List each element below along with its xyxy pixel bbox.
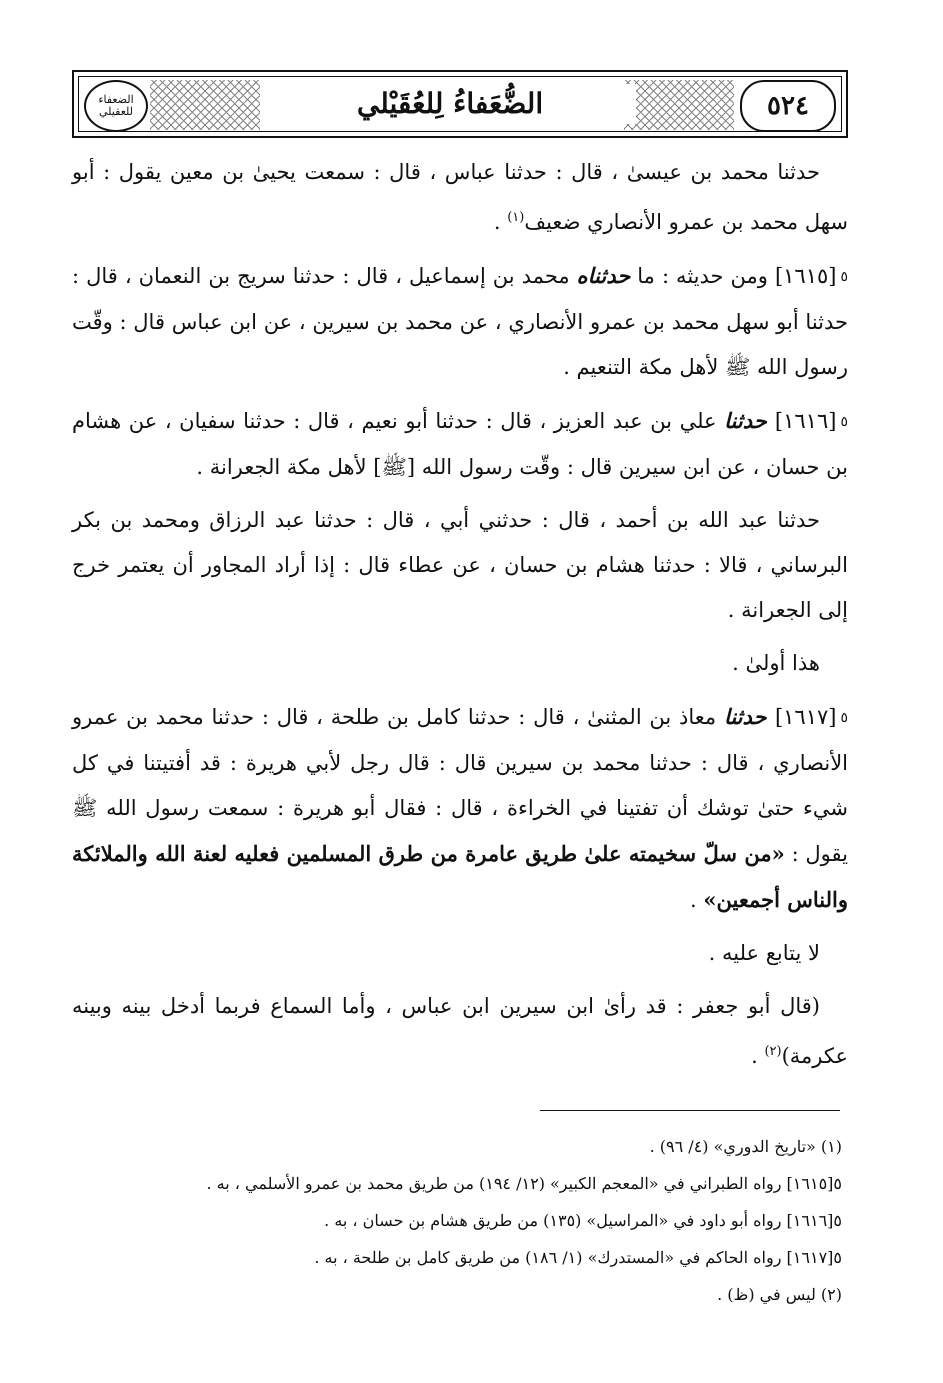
haddathana-word: حدثنا	[723, 704, 775, 729]
paragraph-1-end: .	[493, 210, 508, 234]
seal-text: الضعفاء للعقيلي	[98, 93, 134, 118]
haddathana-word: حدثناه	[576, 263, 631, 288]
paragraph-7-text: (قال أبو جعفر : قد رأىٰ ابن سيرين ابن عباس ، وأما السماع فربما أدخل بينه وبينه عكرمة)	[72, 994, 848, 1068]
hadith-intro: ومن حديثه : ما	[630, 264, 775, 288]
footnote-1: (١) «تاريخ الدوري» (٤/ ٩٦) .	[649, 1137, 842, 1156]
hadith-marker-icon: ٥	[840, 710, 848, 726]
hadith-1617	[72, 694, 848, 923]
page-number: ٥٢٤	[767, 91, 809, 121]
hadith-number: [١٦١٥]	[774, 264, 837, 288]
footnote-2: (٢) ليس في (ظ) .	[717, 1285, 842, 1304]
hadith-text: علي بن عبد العزيز ، قال : حدثنا أبو نعيم ، قال : حدثنا سفيان ، عن هشام بن حسان ، عن ابن سيرين قال : وقّت رسول الله [ﷺ] لأهل مكة الجعرانة .	[72, 409, 848, 479]
paragraph-3: حدثنا عبد الله بن أحمد ، قال : حدثني أبي ، قال : حدثنا عبد الرزاق ومحمد بن بكر البرساني ، قالا : حدثنا هشام بن حسان ، عن عطاء قال : إذا أراد المجاور أن يعتمر خرج إلى الجعرانة .	[72, 508, 848, 622]
footnotes	[72, 1128, 848, 1313]
hadith-number: [١٦١٦]	[774, 409, 837, 433]
footnote-ref-1: (١)	[507, 210, 525, 225]
book-seal-logo	[84, 80, 148, 132]
running-title: الضُّعَفاءُ لِلعُقَيْلي	[264, 84, 636, 124]
footnote-divider	[540, 1110, 840, 1111]
page-number-frame	[740, 80, 836, 132]
footnote-1615: ٥[١٦١٥] رواه الطبراني في «المعجم الكبير» (١٢/ ١٩٤) من طريق محمد بن عمرو الأسلمي ، به .	[206, 1174, 842, 1193]
main-text	[72, 150, 848, 1087]
paragraph-6: لا يتابع عليه .	[708, 941, 820, 965]
hadith-text: محمد بن إسماعيل ، قال : حدثنا سريج بن النعمان ، قال : حدثنا أبو سهل محمد بن عمرو الأنصاري ، عن محمد بن سيرين ، عن ابن عباس قال : وقّت رسول الله ﷺ لأهل مكة التنعيم .	[72, 264, 848, 379]
page-header	[72, 70, 848, 138]
hadith-matn: «من سلّ سخيمته علىٰ طريق عامرة من طرق المسلمين فعليه لعنة الله والملائكة والناس أجمعين»	[72, 841, 848, 912]
haddathana-word: حدثنا	[724, 408, 775, 433]
hadith-1615	[72, 253, 848, 390]
footnote-1617: ٥[١٦١٧] رواه الحاكم في «المستدرك» (١/ ١٨٦) من طريق كامل بن طلحة ، به .	[314, 1248, 842, 1267]
paragraph-7-end: .	[751, 1044, 765, 1068]
paragraph-4: هذا أولىٰ .	[732, 651, 820, 675]
hadith-number: [١٦١٧]	[774, 705, 837, 729]
ornament-band-right	[624, 80, 734, 130]
footnote-1616: ٥[١٦١٦] رواه أبو داود في «المراسيل» (١٣٥) من طريق هشام بن حسان ، به .	[324, 1211, 842, 1230]
footnote-ref-2: (٢)	[764, 1044, 782, 1059]
paragraph-7	[72, 984, 848, 1079]
paragraph-1-text: حدثنا محمد بن عيسىٰ ، قال : حدثنا عباس ، قال : سمعت يحيىٰ بن معين يقول : أبو سهل محمد بن عمرو الأنصاري ضعيف	[72, 160, 848, 234]
hadith-text: معاذ بن المثنىٰ ، قال : حدثنا كامل بن طلحة ، قال : حدثنا محمد بن عمرو الأنصاري ، قال : حدثنا محمد بن سيرين قال : قال رجل لأبي هريرة : قد أفتيتنا في كل شيء حتىٰ توشك أن تفتينا في الخراءة ، قال : فقال أبو هريرة : سمعت رسول الله ﷺ يقول :	[72, 705, 848, 866]
ornament-band-left	[150, 80, 260, 130]
paragraph-1	[72, 150, 848, 245]
hadith-marker-icon: ٥	[840, 414, 848, 430]
hadith-1616	[72, 398, 848, 490]
hadith-end: .	[690, 888, 704, 912]
hadith-marker-icon: ٥	[840, 269, 848, 285]
